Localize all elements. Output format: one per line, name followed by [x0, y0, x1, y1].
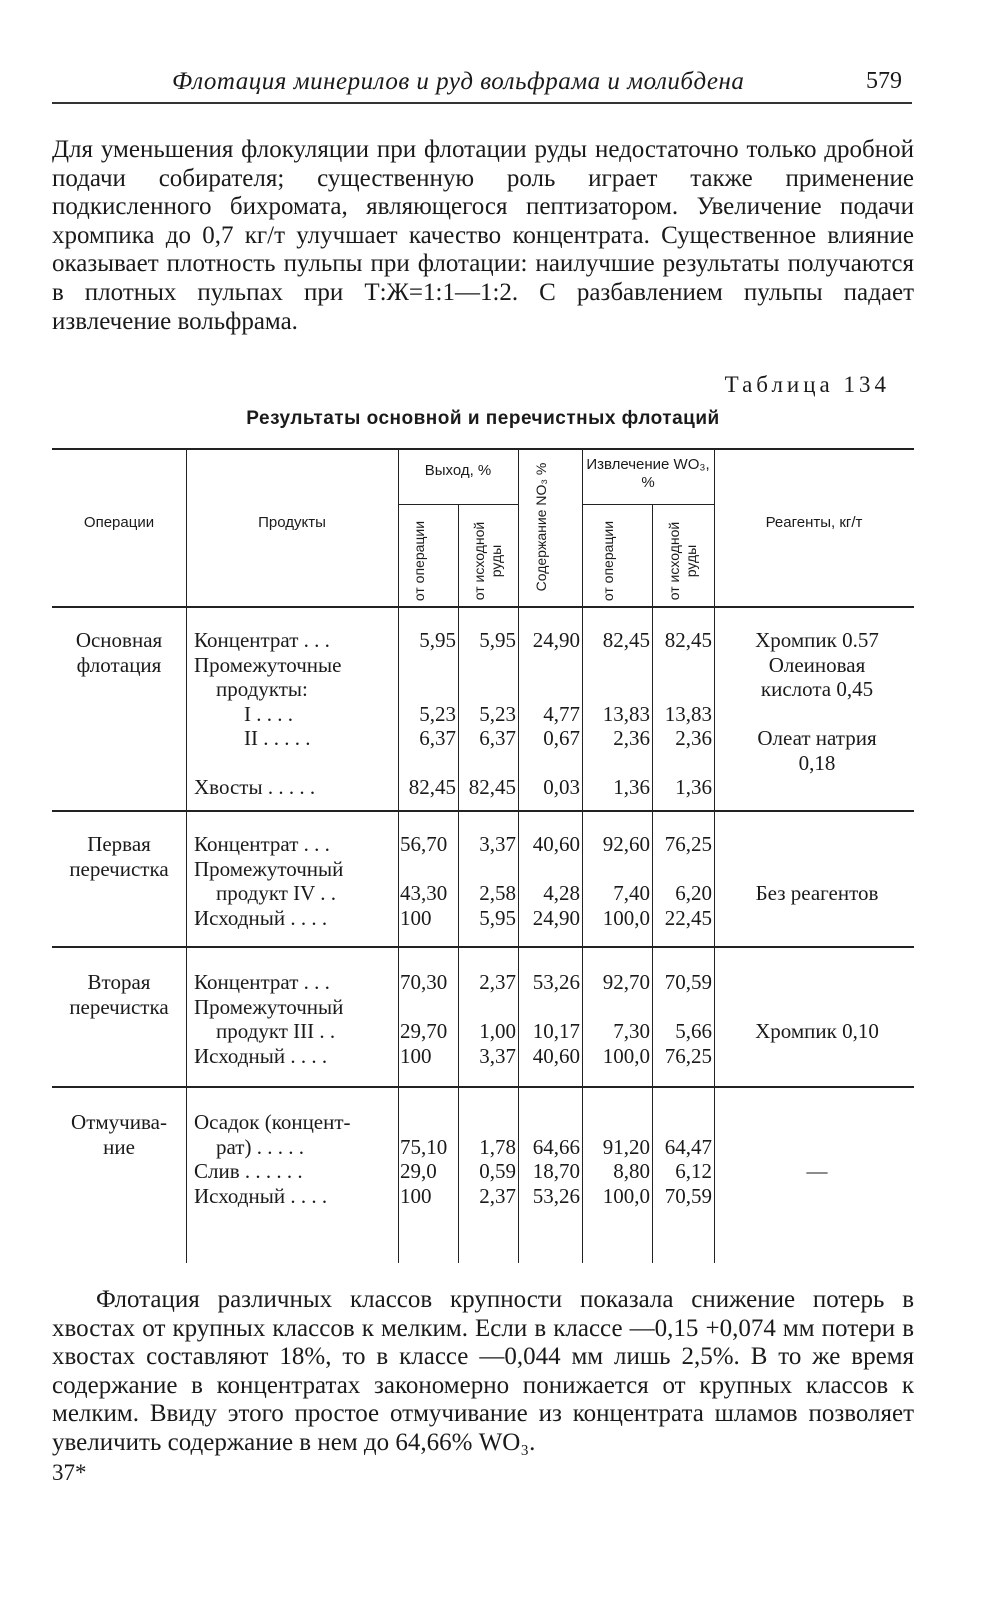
group-1-content: 24,90 4,77 0,67 0,03: [532, 628, 580, 799]
table-row: I . . . .: [244, 701, 293, 726]
table-top-rule: [52, 448, 914, 450]
signature-mark: 37*: [52, 1460, 87, 1485]
group-2-products: [194, 832, 394, 930]
table-row: продукт III . .: [216, 1019, 336, 1043]
group-4-products: [194, 1110, 394, 1208]
table-row: Промежуточные: [194, 652, 342, 677]
table-row: Хвосты . . . . .: [194, 775, 316, 799]
table-row: рат) . . . . .: [216, 1134, 304, 1159]
header-recovery-from-ore: от исходной руды: [666, 521, 699, 601]
header-content: Содержание NO₃ %: [533, 462, 549, 592]
group-4-content: 64,66 18,70 53,26: [532, 1134, 580, 1208]
group-4-yield-ore: 1,78 0,59 2,37: [479, 1134, 516, 1208]
group-4-operation: Отмучива- ние: [71, 1110, 167, 1159]
group-2-yield-ore: 3,37 2,58 5,95: [479, 832, 516, 930]
table-row: Исходный . . . .: [194, 1183, 328, 1208]
group-1-operation: Основная флотация: [75, 628, 163, 677]
col-rule: [186, 448, 187, 1263]
group-1-rec-ore: 82,45 13,83 2,36 1,36: [664, 628, 712, 799]
group-rule: [52, 1086, 914, 1088]
group-2-yield-op: 56,70 43,30 100: [400, 832, 448, 930]
group-2-rec-op: 92,60 7,40 100,0: [602, 832, 650, 930]
group-2-reagents: Без реагентов: [755, 881, 879, 905]
header-recovery: Извлечение WO₃, %: [586, 456, 710, 491]
table-row: продукты:: [216, 677, 308, 701]
group-3-reagents: Хромпик 0,10: [755, 1019, 879, 1043]
group-3-rec-ore: 70,59 5,66 76,25: [664, 970, 712, 1068]
group-4-rec-op: 91,20 8,80 100,0: [602, 1134, 650, 1208]
group-3-content: 53,26 10,17 40,60: [532, 970, 580, 1068]
group-rule: [52, 810, 914, 812]
table-row: II . . . . .: [244, 726, 311, 750]
group-4-rec-ore: 64,47 6,12 70,59: [664, 1134, 712, 1208]
group-4-reagents: —: [806, 1159, 828, 1183]
table-row: Концентрат . . .: [194, 970, 330, 994]
page-number: 579: [866, 68, 902, 94]
header-rule: [52, 102, 912, 104]
group-3-yield-ore: 2,37 1,00 3,37: [479, 970, 516, 1068]
header-operations: Операции: [83, 514, 155, 531]
group-4-yield-op: 75,10 29,0 100: [400, 1134, 448, 1208]
table-row: Промежуточный: [194, 856, 344, 881]
table-row: Промежуточный: [194, 994, 344, 1019]
group-2-rec-ore: 76,25 6,20 22,45: [664, 832, 712, 930]
group-2-operation: Первая перечистка: [69, 832, 169, 881]
running-head: [52, 64, 912, 104]
paragraph-bottom: Флотация различных классов крупности показала снижение потерь в хвостах от крупных классов к мелким. Если в классе —0,15 +0,074 мм потери в хвостах составляют 18%, то в классе —0,044 мм лишь 2,5%. В то же время содержание в концентратах закономерно понижается от крупных классов к мелким. Ввиду этого простое отмучивание из концентрата шламов позволяет увеличить содержание в нем до 64,66% WO₃.: [52, 1286, 914, 1456]
header-products: Продукты: [258, 514, 326, 531]
results-table: [52, 448, 914, 1263]
table-row: Осадок (концент-: [194, 1110, 351, 1134]
group-1-yield-ore: 5,95 5,23 6,37 82,45: [468, 628, 516, 799]
table-row: Исходный . . . .: [194, 905, 328, 930]
table-title: Результаты основной и перечистных флотаций: [246, 408, 720, 429]
header-recovery-from-op: от операции: [600, 520, 616, 602]
group-3-products: [194, 970, 394, 1068]
group-1-products: [194, 628, 394, 800]
header-reagents: Реагенты, кг/т: [765, 514, 863, 531]
table-row: Концентрат . . .: [194, 832, 330, 856]
group-1-rec-op: 82,45 13,83 2,36 1,36: [602, 628, 650, 799]
header-yield-from-op: от операции: [411, 520, 427, 602]
recovery-sub-rule: [582, 504, 714, 505]
group-1-yield-op: 5,95 5,23 6,37 82,45: [408, 628, 456, 799]
table-row: продукт IV . .: [216, 881, 336, 905]
header-yield-from-ore: от исходной руды: [471, 521, 504, 601]
group-1-reagents: Хромпик 0.57 Олеиновая кислота 0,45 Олеат натрия 0,18: [755, 628, 879, 775]
paragraph-top: Для уменьшения флокуляции при флотации руды недостаточно только дробной подачи собирателя; существенную роль играет также применение подкисленного бихромата, являющегося пептизатором. Увеличение подачи хромпика до 0,7 кг/т улучшает качество концентрата. Существенное влияние оказывает плотность пульпы при флотации: наилучшие результаты получаются в плотных пульпах при Т:Ж=1:1—1:2. С разбавлением пульпы падает извлечение вольфрама.: [52, 136, 914, 335]
group-3-yield-op: 70,30 29,70 100: [400, 970, 448, 1068]
header-yield: Выход, %: [424, 462, 492, 479]
table-row: Слив . . . . . .: [194, 1159, 303, 1183]
group-rule: [52, 946, 914, 948]
group-3-rec-op: 92,70 7,30 100,0: [602, 970, 650, 1068]
table-label: Таблица 134: [724, 372, 890, 397]
running-head-title: Флотация минерилов и руд вольфрама и молибдена: [172, 68, 745, 95]
col-rule: [714, 448, 715, 1263]
group-2-content: 40,60 4,28 24,90: [532, 832, 580, 930]
table-row: Концентрат . . .: [194, 628, 330, 652]
table-row: Исходный . . . .: [194, 1043, 328, 1068]
group-3-operation: Вторая перечистка: [69, 970, 169, 1019]
